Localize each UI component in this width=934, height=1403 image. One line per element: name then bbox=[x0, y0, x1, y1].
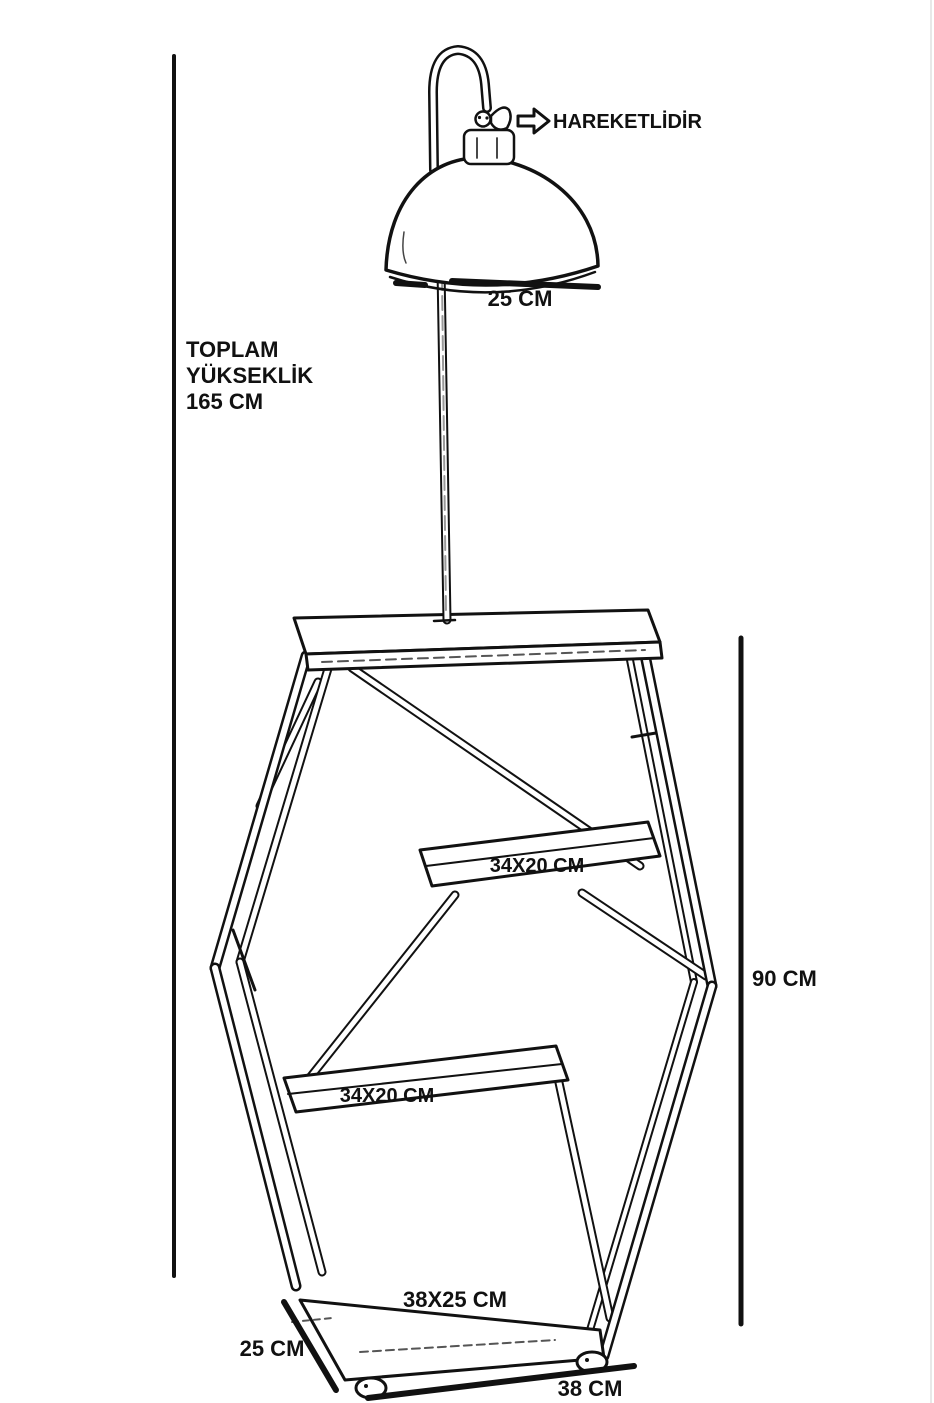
lamp-pole bbox=[434, 270, 455, 621]
base-shelf bbox=[292, 1300, 604, 1380]
total-height-label-line3: 165 CM bbox=[186, 389, 264, 414]
total-height-label-line1: TOPLAM bbox=[186, 337, 279, 362]
shelf-unit-sketch bbox=[174, 50, 741, 1398]
middle-shelf-label: 34X20 CM bbox=[339, 1085, 435, 1107]
front-frame bbox=[215, 650, 712, 1356]
base-width-label: 38 CM bbox=[557, 1376, 623, 1401]
body-height-label: 90 CM bbox=[752, 966, 817, 991]
interior-braces bbox=[233, 662, 706, 1318]
base-depth-label: 25 CM bbox=[239, 1336, 305, 1361]
tabletop bbox=[294, 610, 662, 670]
shade-width-label: 25 CM bbox=[487, 286, 553, 311]
top-shelf-label: 34X20 CM bbox=[489, 855, 585, 877]
right-side-connector-bar bbox=[632, 733, 656, 737]
swivel-knob bbox=[476, 108, 511, 130]
movable-arrow-icon bbox=[518, 109, 549, 133]
lamp-socket bbox=[464, 130, 514, 164]
base-shelf-label: 38X25 CM bbox=[403, 1287, 507, 1312]
movable-label: HAREKETLİDİR bbox=[553, 111, 702, 133]
total-height-label-line2: YÜKSEKLİK bbox=[186, 363, 314, 388]
lamp-shade bbox=[386, 158, 598, 292]
